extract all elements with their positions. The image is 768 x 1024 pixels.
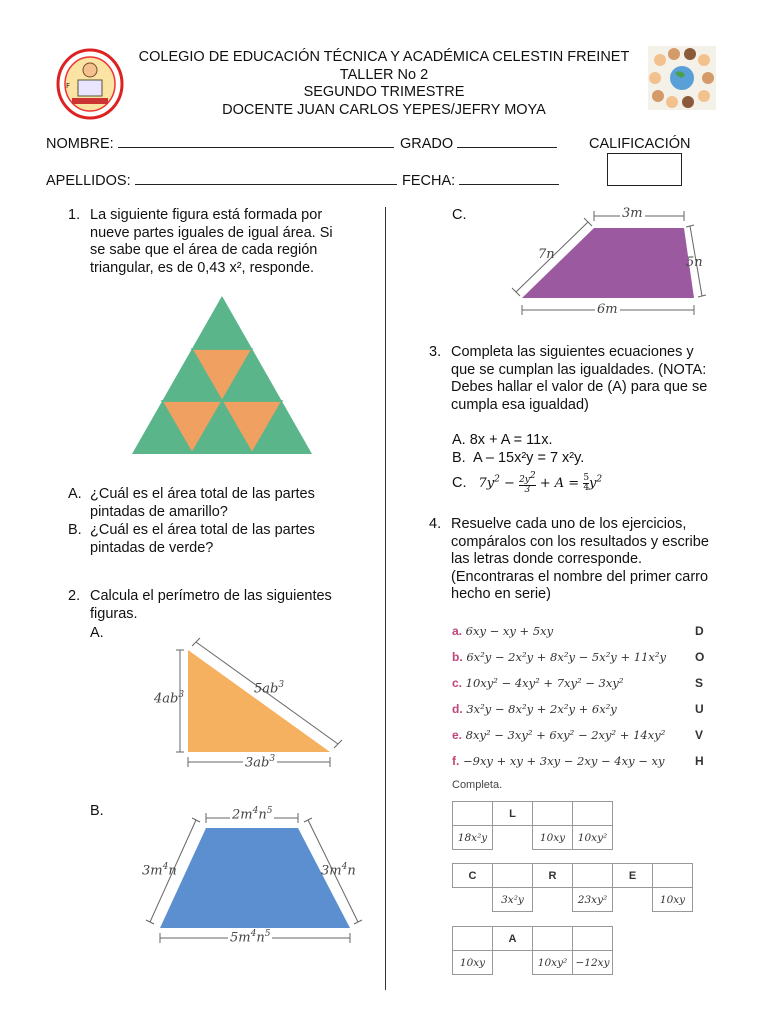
grid-value-cell: −12xy [572,950,613,975]
q1-part-b [68,522,378,558]
question-3 [429,344,759,416]
apellidos-blank[interactable] [135,173,397,185]
fecha-field [402,173,559,189]
q1-a-label: A. [68,486,82,502]
grid-value-cell: E [612,863,653,888]
q2-text: Calcula el perímetro de las siguientes figuras. [90,588,332,622]
q1-b-text: ¿Cuál es el área total de las partes pintadas de verde? [90,522,315,556]
grid-answer-cell[interactable] [532,801,573,826]
exercise-expression: 10xy² − 4xy² + 7xy² − 3xy² [462,676,624,690]
q2-c-label: C. [452,207,467,223]
fig-a-hyp-label: $5ab^3$ [254,680,285,697]
exercise-expression: 3x²y − 8x²y + 2x²y + 6x²y [462,702,617,716]
q4-number: 4. [429,516,442,532]
grid-answer-cell[interactable] [572,863,613,888]
apellidos-field [46,173,397,189]
calificacion-label: CALIFICACIÓN [589,136,691,152]
exercise-key: U [695,702,704,716]
q3-b-label: B. [452,450,466,466]
q2-a-label: A. [90,625,104,641]
exercise-expression: 6x²y − 2x²y + 8x²y − 5x²y + 11x²y [462,650,666,664]
q3-c-label: C. [452,475,467,491]
grado-blank[interactable] [457,136,557,148]
exercise-row [452,754,712,768]
exercise-key: H [695,754,704,768]
q3-number: 3. [429,344,442,360]
grid-answer-cell[interactable] [572,801,613,826]
school-name: COLEGIO DE EDUCACIÓN TÉCNICA Y ACADÉMICA CELESTIN FREINET [138,49,630,65]
svg-text:F: F [66,82,71,90]
q1-a-text: ¿Cuál es el área total de las partes pintadas de amarillo? [90,486,315,520]
completa-label: Completa. [452,779,503,791]
q1-text: La siguiente figura está formada por nueve partes iguales de igual área. Si se sabe que el área de cada región triangular, es de 0,43 x², responde. [90,207,333,276]
exercise-row [452,624,712,638]
grid-value-cell: C [452,863,493,888]
exercise-letter: c. [452,676,463,690]
exercise-letter: b. [452,650,463,664]
column-divider [385,207,386,990]
grid-answer-cell[interactable] [532,926,573,951]
fig-c-left-label: 7n [538,247,555,262]
exercise-row [452,702,712,716]
grid-value-cell: A [492,926,533,951]
exercise-key: V [695,728,704,742]
apellidos-label: APELLIDOS: [46,173,131,189]
exercise-letter: e. [452,728,463,742]
q1-number: 1. [68,207,81,223]
grid-value-cell: 10xy² [532,950,573,975]
question-2 [68,588,378,624]
fig-b-base-label: $5m^4n^5$ [230,929,271,946]
q4-text: Resuelve cada uno de los ejercicios, compáralos con los resultados y escribe las letras donde corresponde. (Encontraras el nombre del primer carro hecho en serie) [451,516,709,602]
triangle-figure [130,294,314,456]
fig-b-top-label: $2m^4n^5$ [232,806,273,823]
nombre-label: NOMBRE: [46,136,114,152]
teachers: DOCENTE JUAN CARLOS YEPES/JEFRY MOYA [222,102,546,118]
fig-c-top-label: 3m [622,206,643,221]
question-4 [429,516,759,606]
nombre-blank[interactable] [118,136,394,148]
exercise-key: S [695,676,704,690]
exercise-key: D [695,624,704,638]
fig-c-right-label: 5n [686,255,703,270]
nombre-field [46,136,394,152]
exercise-letter: d. [452,702,463,716]
exercise-row [452,676,712,690]
fig-a-base-label: $3ab^3$ [245,754,276,771]
fecha-blank[interactable] [459,173,559,185]
fig-c-base-label: 6m [597,302,618,317]
q3-text: Completa las siguientes ecuaciones y que se cumplan las igualdades. (NOTA: Debes hallar el valor de (A) para que se cumpla esa igualdad) [451,344,708,413]
q3-c-equation: $7y^2$ − $\frac{2y^2}{3}$ + A = $\frac{5}{4}$ $y^2$ [478,471,603,495]
grid-value-cell: 18x²y [452,825,493,850]
grid-value-cell: 10xy² [572,825,613,850]
workshop-number: TALLER No 2 [339,67,429,83]
grid-value-cell: 23xy² [572,887,613,912]
grid-answer-cell[interactable] [452,801,493,826]
exercise-letter: a. [452,624,463,638]
exercise-expression: 6xy − xy + 5xy [462,624,554,638]
grid-value-cell: 10xy [532,825,573,850]
grid-answer-cell[interactable] [452,926,493,951]
term: SEGUNDO TRIMESTRE [303,84,465,100]
calificacion-box[interactable] [607,153,682,186]
q2-number: 2. [68,588,81,604]
grid-value-cell: 10xy [452,950,493,975]
grid-value-cell: 10xy [652,887,693,912]
fig-b-right-label: $3m^4n$ [321,862,356,879]
exercise-expression: 8xy² − 3xy² + 6xy² − 2xy² + 14xy² [462,728,666,742]
q2-b-label: B. [90,803,104,819]
q1-b-label: B. [68,522,82,538]
exercise-letter: f. [452,754,460,768]
exercise-expression: −9xy + xy + 3xy − 2xy − 4xy − xy [459,754,665,768]
fecha-label: FECHA: [402,173,456,189]
grid-answer-cell[interactable] [652,863,693,888]
grado-label: GRADO [400,136,454,152]
q3-c [452,472,602,495]
q3-a: A. 8x + A = 11x. [452,432,553,448]
q3-b [452,450,584,466]
exercise-key: O [695,650,705,664]
exercise-row [452,728,712,742]
grid-value-cell: R [532,863,573,888]
grid-value-cell: L [492,801,533,826]
fig-b-left-label: $3m^4n$ [142,862,177,879]
question-1 [68,207,378,287]
fig-a-left-label: $4ab^3$ [154,690,185,707]
grado-field [400,136,557,152]
grid-answer-cell[interactable] [572,926,613,951]
grid-answer-cell[interactable] [492,863,533,888]
exercise-row [452,650,712,664]
q3-b-text: A – 15x²y = 7 x²y. [472,450,585,466]
grid-value-cell: 3x²y [492,887,533,912]
q1-part-a [68,486,378,522]
